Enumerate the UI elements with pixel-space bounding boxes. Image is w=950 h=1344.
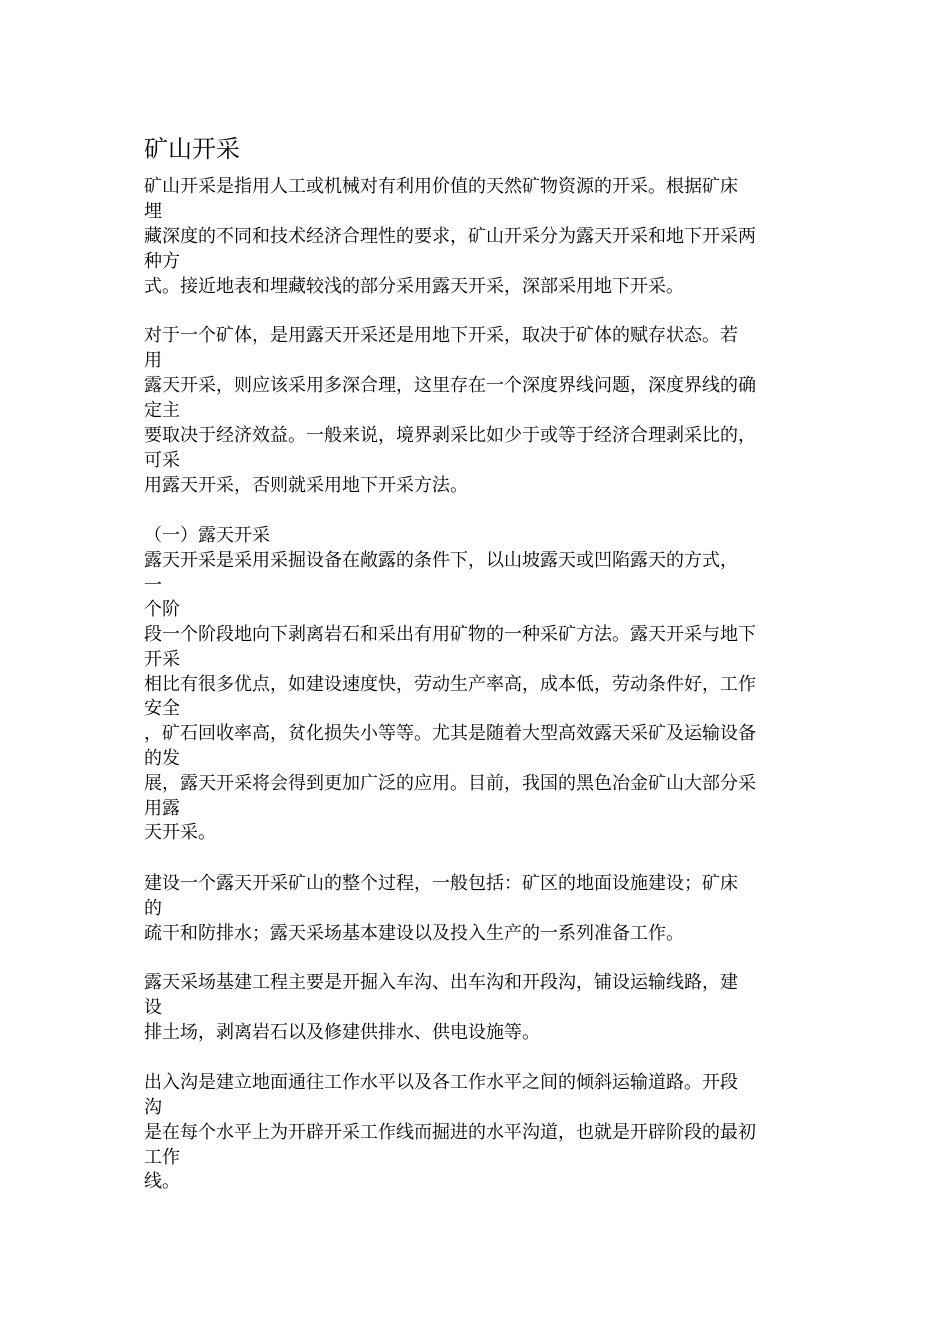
text-line: 可采 [144,450,180,471]
text-line: 露天开采，则应该采用多深合理，这里存在一个深度界线问题，深度界线的确 [144,375,756,396]
text-line: 露天采场基建工程主要是开掘入车沟、出车沟和开段沟，铺设运输线路，建 [144,972,738,993]
text-line: 的 [144,898,162,919]
text-line: 用露 [144,798,180,819]
text-line: 埋 [144,201,162,222]
text-line: 式。接近地表和埋藏较浅的部分采用露天开采，深部采用地下开采。 [144,276,684,297]
text-line: 用露天开采，否则就采用地下开采方法。 [144,475,468,496]
text-line: 工作 [144,1147,180,1168]
text-line: 露天开采是采用采掘设备在敞露的条件下，以山坡露天或凹陷露天的方式， [144,550,738,571]
text-line: 安全 [144,698,180,719]
text-line: 个阶 [144,599,180,620]
text-line: 一 [144,575,162,596]
text-line: 要取决于经济效益。一般来说，境界剥采比如少于或等于经济合理剥采比的， [144,425,756,446]
text-line: 是在每个水平上为开辟开采工作线而掘进的水平沟道，也就是开辟阶段的最初 [144,1122,756,1143]
text-line: 展，露天开采将会得到更加广泛的应用。目前，我国的黑色冶金矿山大部分采 [144,773,756,794]
text-line: 对于一个矿体，是用露天开采还是用地下开采，取决于矿体的赋存状态。若 [144,325,738,346]
text-line: 矿山开采是指用人工或机械对有利用价值的天然矿物资源的开采。根据矿床 [144,176,738,197]
text-line: 出入沟是建立地面通往工作水平以及各工作水平之间的倾斜运输道路。开段 [144,1072,738,1093]
text-line: 建设一个露天开采矿山的整个过程，一般包括：矿区的地面设施建设；矿床 [144,873,738,894]
text-line: 段一个阶段地向下剥离岩石和采出有用矿物的一种采矿方法。露天开采与地下 [144,624,756,645]
text-line: 相比有很多优点，如建设速度快，劳动生产率高，成本低，劳动条件好，工作 [144,674,756,695]
text-line: 的发 [144,748,180,769]
text-line: 设 [144,997,162,1018]
text-line: ，矿石回收率高，贫化损失小等等。尤其是随着大型高效露天采矿及运输设备 [144,723,756,744]
text-line: 开采 [144,649,180,670]
text-line: 种方 [144,251,180,272]
text-line: 天开采。 [144,822,216,843]
document-title: 矿山开采 [144,135,240,163]
text-line: 线。 [144,1171,180,1192]
text-line: 排土场，剥离岩石以及修建供排水、供电设施等。 [144,1022,540,1043]
text-line: 用 [144,350,162,371]
text-line: 沟 [144,1097,162,1118]
text-line: 疏干和防排水；露天采场基本建设以及投入生产的一系列准备工作。 [144,923,684,944]
section-heading: （一）露天开采 [144,525,270,546]
text-line: 藏深度的不同和技术经济合理性的要求，矿山开采分为露天开采和地下开采两 [144,226,756,247]
text-line: 定主 [144,400,180,421]
